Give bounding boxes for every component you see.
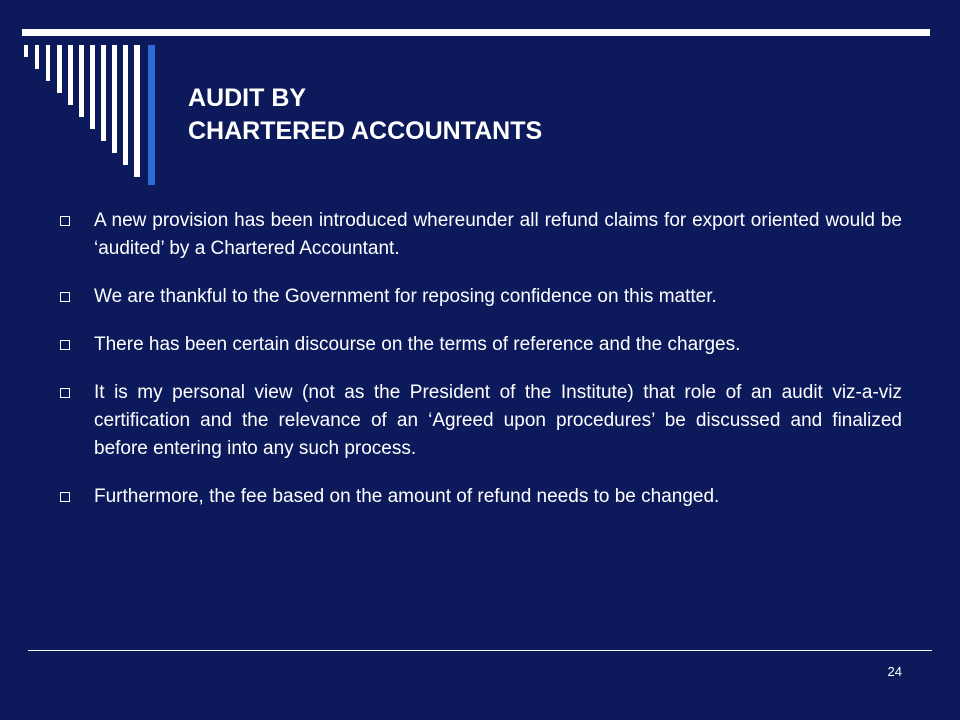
bullet-item xyxy=(60,207,902,263)
bullet-item xyxy=(60,379,902,463)
top-rule xyxy=(22,29,930,36)
deco-bar xyxy=(68,45,73,105)
bullet-item xyxy=(60,331,902,359)
bullet-item xyxy=(60,483,902,511)
bullet-text: A new provision has been introduced whereunder all refund claims for export oriented would be ‘audited’ by a Chartered Accountant. xyxy=(94,210,902,259)
deco-bar xyxy=(46,45,50,81)
square-bullet-icon xyxy=(60,216,70,226)
deco-bar xyxy=(123,45,128,165)
deco-bar xyxy=(134,45,140,177)
deco-bar xyxy=(90,45,95,129)
slide-title-line: CHARTERED ACCOUNTANTS xyxy=(188,117,543,145)
bottom-rule xyxy=(28,650,932,651)
square-bullet-icon xyxy=(60,292,70,302)
bullet-list xyxy=(60,207,902,531)
bullet-text: There has been certain discourse on the terms of reference and the charges. xyxy=(94,334,741,355)
page-number: 24 xyxy=(887,664,902,679)
deco-bar xyxy=(57,45,62,93)
bullet-text: It is my personal view (not as the President of the Institute) that role of an audit viz-a-viz certification and the relevance of an ‘Agreed upon procedures’ be discussed and finalized before entering into any such process. xyxy=(94,382,902,459)
deco-bar xyxy=(35,45,39,69)
deco-bar xyxy=(79,45,84,117)
bullet-text: Furthermore, the fee based on the amount of refund needs to be changed. xyxy=(94,486,720,507)
slide-title-line: AUDIT BY xyxy=(188,84,307,112)
slide-title xyxy=(188,82,542,148)
deco-bar xyxy=(101,45,106,141)
square-bullet-icon xyxy=(60,492,70,502)
square-bullet-icon xyxy=(60,340,70,350)
deco-bar-accent xyxy=(148,45,155,185)
bullet-text: We are thankful to the Government for reposing confidence on this matter. xyxy=(94,286,717,307)
bullet-item xyxy=(60,283,902,311)
deco-bar xyxy=(24,45,28,57)
deco-bar xyxy=(112,45,117,153)
square-bullet-icon xyxy=(60,388,70,398)
